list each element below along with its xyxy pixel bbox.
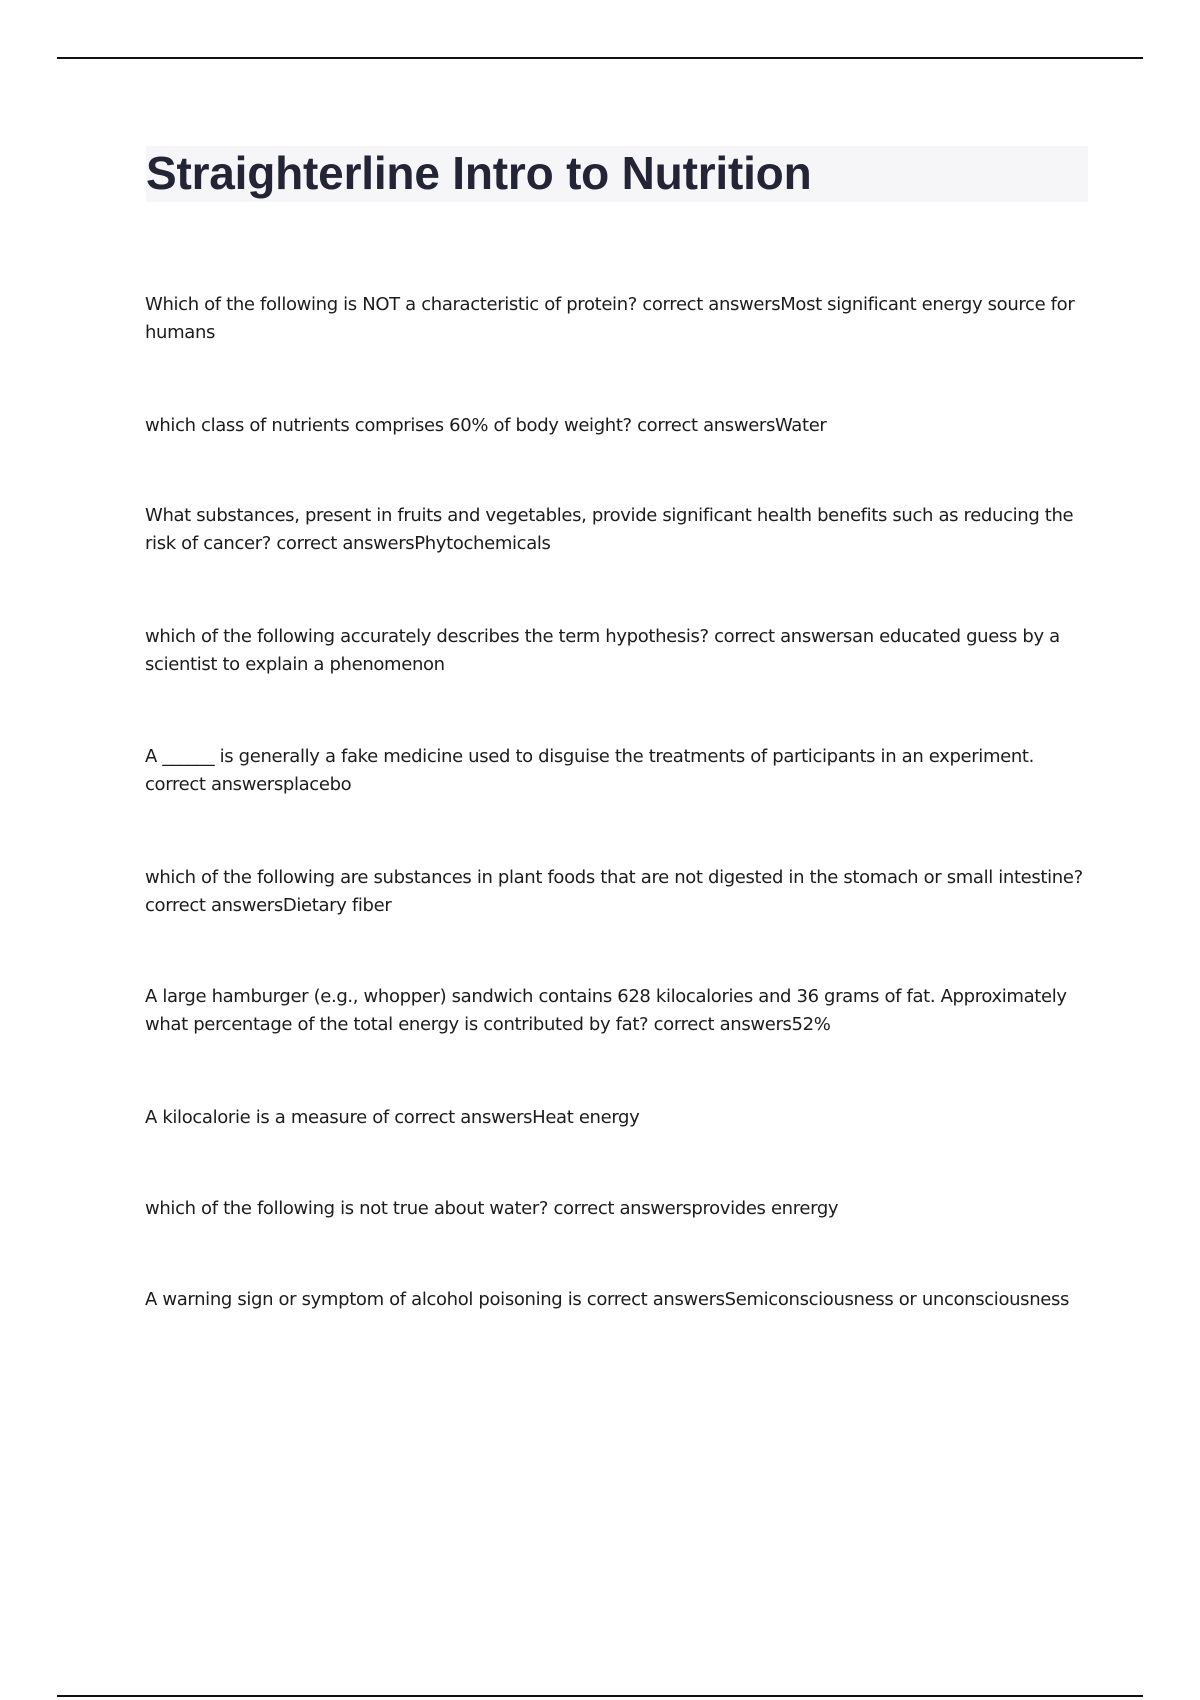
qa-item-8: A kilocalorie is a measure of correct answersHeat energy: [145, 1107, 640, 1128]
qa-item-3: What substances, present in fruits and vegetables, provide significant health benefits such as reducing the risk of cancer? correct answersPhytochemicals: [145, 505, 1074, 554]
qa-item-7: A large hamburger (e.g., whopper) sandwich contains 628 kilocalories and 36 grams of fat. Approximately what percentage of the total energy is contributed by fat? correct answers52%: [145, 986, 1067, 1035]
qa-item-6: which of the following are substances in plant foods that are not digested in the stomach or small intestine? correct answersDietary fiber: [145, 867, 1083, 916]
document-title: Straighterline Intro to Nutrition: [146, 147, 812, 199]
qa-item-9: which of the following is not true about water? correct answersprovides enrergy: [145, 1198, 839, 1219]
qa-item-10: A warning sign or symptom of alcohol poisoning is correct answersSemiconsciousness or unconsciousness: [145, 1289, 1070, 1310]
qa-item-5: A ______ is generally a fake medicine used to disguise the treatments of participants in an experiment. correct answersplacebo: [145, 746, 1035, 795]
qa-item-1: Which of the following is NOT a characteristic of protein? correct answersMost significant energy source for humans: [145, 294, 1075, 343]
qa-item-4: which of the following accurately describes the term hypothesis? correct answersan educated guess by a scientist to explain a phenomenon: [145, 626, 1060, 675]
qa-item-2: which class of nutrients comprises 60% of body weight? correct answersWater: [145, 415, 827, 436]
bottom-rule: [57, 1695, 1143, 1697]
top-rule: [57, 57, 1143, 59]
